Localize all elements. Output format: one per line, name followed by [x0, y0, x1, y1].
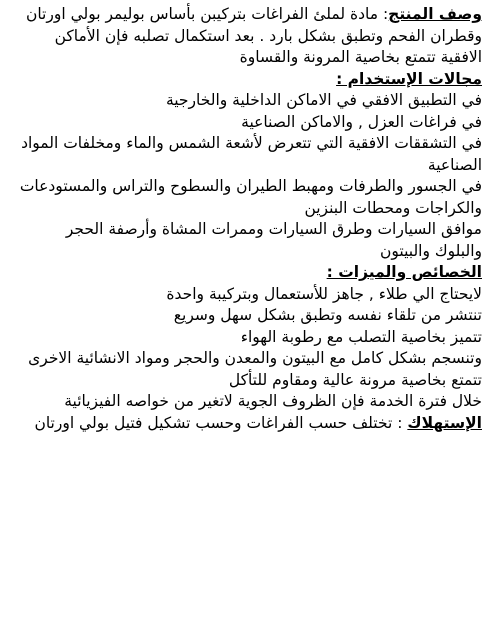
uses-heading: مجالات الإستخدام :	[336, 69, 482, 88]
features-item: تنتشر من تلقاء نفسه وتطبق بشكل سهل وسريع	[173, 306, 482, 324]
uses-section	[16, 69, 482, 263]
features-section	[16, 262, 482, 413]
features-item: تتميز بخاصية التصلب مع رطوبة الهواء	[240, 327, 482, 346]
uses-item: في التطبيق الافقي في الاماكن الداخلية والخارجية	[165, 91, 482, 109]
uses-item: في الجسور والطرفات ومهبط الطيران والسطوح والتراس والمستودعات والكراجات ومحطات البنزين	[19, 177, 482, 217]
features-item: وتنسجم بشكل كامل مع البيتون والمعدن والحجر ومواد الانشائية الاخرى	[28, 349, 482, 367]
features-heading: الخصائص والميزات :	[326, 263, 482, 281]
consumption-text: : تختلف حسب الفراغات وحسب تشكيل فتيل بولي اورتان	[34, 413, 408, 432]
uses-item: في فراغات العزل , والاماكن الصناعية	[241, 112, 482, 131]
description-label: وصف المنتج	[388, 5, 482, 23]
consumption-label: الإستهلاك	[407, 413, 482, 432]
uses-item: في التشققات الافقية التي تتعرض لأشعة الشمس والماء ومخلفات المواد الصناعية	[21, 134, 482, 174]
description-text: : مادة لملئ الفراغات بتركيبن بأساس بوليمر بولي اورتان وقطران الفحم وتطبق بشكل بارد . بعد استكمال تصلبه فإن الأماكن الافقية تتمتع بخاصية المرونة والقساوة	[25, 5, 482, 66]
product-description	[16, 4, 482, 69]
consumption-section	[16, 413, 482, 435]
features-item: خلال فترة الخدمة فإن الظروف الجوية لاتغير من خواصه الفيزيائية	[64, 392, 482, 410]
features-item: تتمتع بخاصية مرونة عالية ومقاوم للتأكل	[228, 370, 482, 389]
uses-item: موافق السيارات وطرق السيارات وممرات المشاة وأرصفة الحجر والبلوك والبيتون	[65, 220, 482, 260]
features-item: لايحتاج الي طلاء , جاهز للأستعمال وبتركيبة واحدة	[166, 284, 482, 303]
